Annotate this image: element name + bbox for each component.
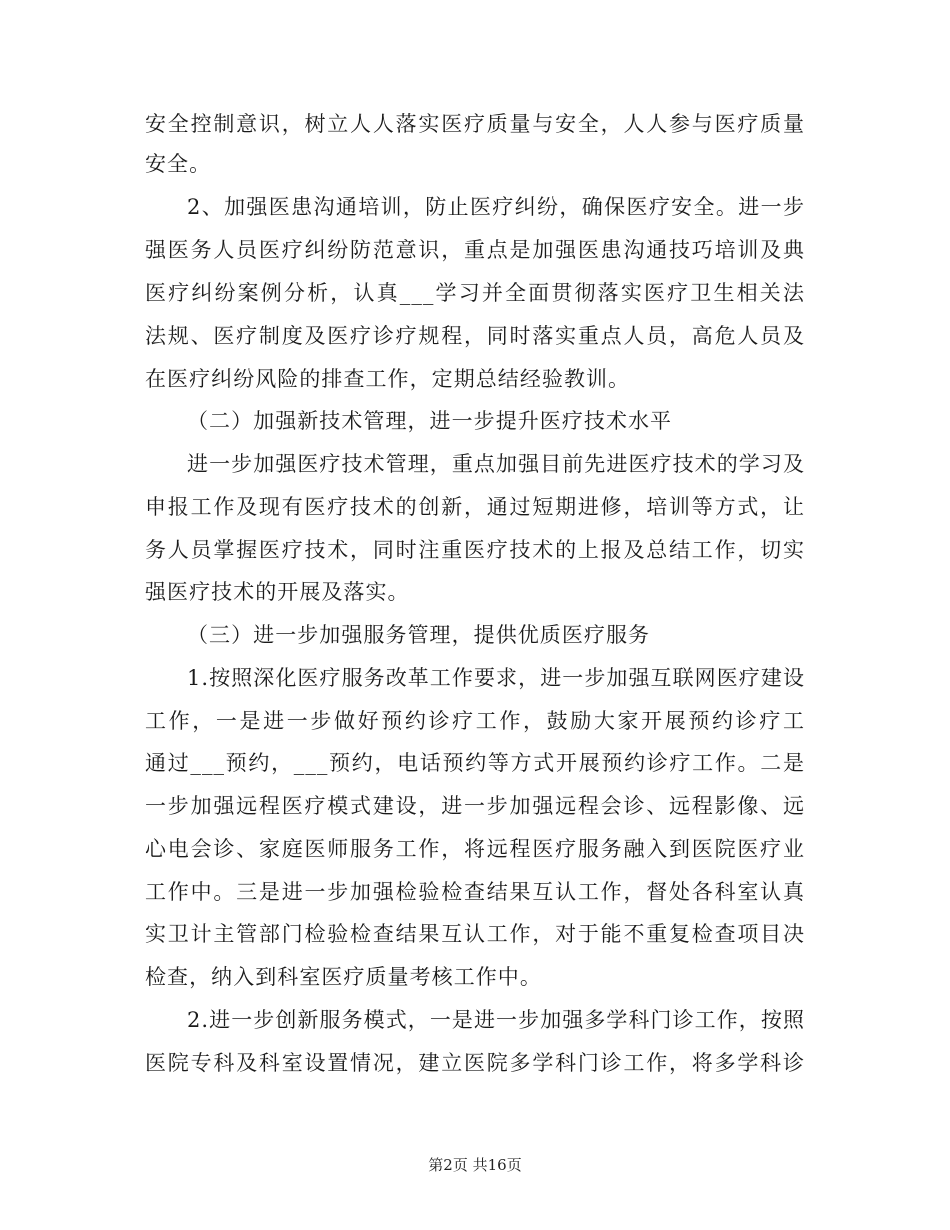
- paragraph-line: 一步加强远程医疗模式建设，进一步加强远程会诊、远程影像、远: [145, 794, 805, 818]
- paragraph-line: 务人员掌握医疗技术，同时注重医疗技术的上报及总结工作，切实: [145, 538, 805, 562]
- paragraph-line: 医院专科及科室设置情况，建立医院多学科门诊工作，将多学科诊: [145, 1051, 805, 1075]
- page-number-footer: 第2页 共16页: [428, 1156, 522, 1174]
- paragraph-line: 工作，一是进一步做好预约诊疗工作，鼓励大家开展预约诊疗工: [145, 709, 805, 733]
- paragraph-line: 医疗纠纷案例分析，认真___学习并全面贯彻落实医疗卫生相关法: [145, 281, 805, 305]
- paragraph-line: 进一步加强医疗技术管理，重点加强目前先进医疗技术的学习及: [187, 452, 805, 476]
- paragraph-line: 在医疗纠纷风险的排查工作，定期总结经验教训。: [145, 367, 631, 391]
- paragraph-line: 申报工作及现有医疗技术的创新，通过短期进修，培训等方式，让: [145, 495, 805, 519]
- paragraph-line: 法规、医疗制度及医疗诊疗规程，同时落实重点人员，高危人员及: [145, 324, 805, 348]
- paragraph-line: 强医疗技术的开展及落实。: [145, 580, 410, 604]
- section-heading: （三）进一步加强服务管理，提供优质医疗服务: [187, 623, 651, 647]
- paragraph-line: 检查，纳入到科室医疗质量考核工作中。: [145, 965, 542, 989]
- paragraph-line: 安全。: [145, 152, 212, 176]
- paragraph-line: 安全控制意识，树立人人落实医疗质量与安全，人人参与医疗质量: [145, 112, 805, 136]
- paragraph-line: 工作中。三是进一步加强检验检查结果互认工作，督处各科室认真: [145, 880, 805, 904]
- section-heading: （二）加强新技术管理，进一步提升医疗技术水平: [187, 409, 673, 433]
- paragraph-line: 实卫计主管部门检验检查结果互认工作，对于能不重复检查项目决: [145, 922, 805, 946]
- paragraph-line: 1.按照深化医疗服务改革工作要求，进一步加强互联网医疗建设: [187, 666, 805, 690]
- paragraph-line: 强医务人员医疗纠纷防范意识，重点是加强医患沟通技巧培训及典: [145, 238, 805, 262]
- paragraph-line: 心电会诊、家庭医师服务工作，将远程医疗服务融入到医院医疗业: [145, 837, 805, 861]
- paragraph-line: 通过___预约，___预约，电话预约等方式开展预约诊疗工作。二是: [145, 751, 805, 775]
- paragraph-line: 2、加强医患沟通培训，防止医疗纠纷，确保医疗安全。进一步: [187, 195, 805, 219]
- paragraph-line: 2.进一步创新服务模式，一是进一步加强多学科门诊工作，按照: [187, 1008, 805, 1032]
